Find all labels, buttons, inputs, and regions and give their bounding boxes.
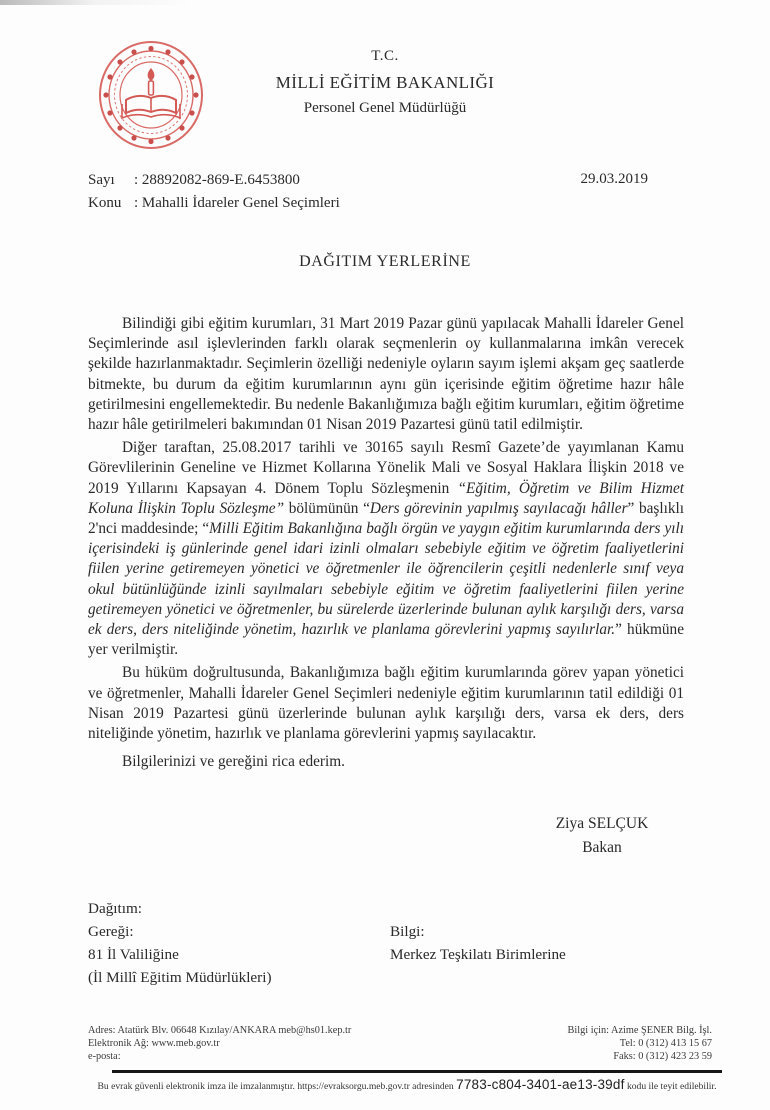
signer-name: Ziya SELÇUK: [555, 815, 649, 832]
footer-contact-column: [568, 1024, 712, 1063]
paragraph-3: Bu hüküm doğrultusunda, Bakanlığımıza bağlı eğitim kurumlarında görev yapan yönetici ve öğretmenler, Mahalli İdareler Genel Seçimleri nedeniyle eğitim kurumlarının tatil edildiği 01 Nisan 2019 Pazartesi günü üzerlerinde bulunan aylık karşılığı ders, varsa ek ders, ders niteliğinde yönetim, hazırlık ve planlama görevlerini yapmış sayılacaktır.: [88, 664, 684, 743]
footer-info-line: Bilgi için: Azime ŞENER Bilg. İşl.: [567, 1025, 712, 1036]
footer-address-column: [88, 1024, 351, 1063]
signature-block: [492, 812, 712, 860]
footer-fax-line: Faks: 0 (312) 423 23 59: [613, 1051, 712, 1062]
sayi-row: [88, 169, 340, 192]
bilgi-label: Bilgi:: [390, 923, 425, 940]
letterhead: [0, 46, 770, 120]
verification-line: [80, 1077, 734, 1092]
distribution-heading: Dağıtım:: [88, 900, 142, 917]
footer-web-line: Elektronik Ağ: www.meb.gov.tr: [88, 1038, 220, 1049]
closing-line: Bilgilerinizi ve gereğini rica ederim.: [122, 753, 345, 771]
sayi-value: : 28892082-869-E.6453800: [134, 172, 300, 188]
signer-title: Bakan: [582, 839, 622, 856]
distribution-bilgi-column: [390, 920, 566, 989]
footer-divider: [112, 1070, 722, 1073]
document-meta: [88, 169, 340, 215]
paragraph-1: Bilindiği gibi eğitim kurumları, 31 Mart 2019 Pazar günü yapılacak Mahalli İdareler Genel Seçimlerinde asıl işlevlerinden farklı olarak seçmenlerin oy kullanmalarına imkân verecek şekilde hazırlanmaktadır. Seçimlerin özelliği nedeniyle oyların sayım işlemi akşam geç saatlerde bitmekte, bu durum da eğitim kurumlarının aynı gün içerisinde eğitim öğretime hazır hâle getirilmesini engellemektedir. Bu nedenle Bakanlığımıza bağlı eğitim kurumları, eğitim öğretime hazır hâle getirilmeleri bakımından 01 Nisan 2019 Pazartesi günü tatil edilmiştir.: [88, 315, 684, 434]
bilgi-line: Merkez Teşkilatı Birimlerine: [390, 946, 566, 963]
verification-code: 7783-c804-3401-ae13-39df: [456, 1077, 625, 1092]
distribution-geregi-column: [88, 920, 390, 989]
document-date: 29.03.2019: [580, 171, 648, 187]
sayi-label: Sayı: [88, 172, 115, 188]
letter-body: [88, 314, 684, 775]
verification-suffix: kodu ile teyit edilebilir.: [624, 1081, 717, 1092]
scan-artifact: [0, 0, 190, 5]
geregi-line: 81 İl Valiliğine: [88, 946, 179, 963]
geregi-label: Gereği:: [88, 923, 134, 940]
footer-email-line: e-posta:: [88, 1051, 121, 1062]
page-title: DAĞITIM YERLERİNE: [299, 253, 471, 270]
distribution-block: [88, 897, 566, 989]
geregi-line: (İl Millî Eğitim Müdürlükleri): [88, 969, 272, 986]
letterhead-department: Personel Genel Müdürlüğü: [303, 100, 467, 117]
konu-label: Konu: [88, 195, 122, 211]
paragraph-2: Diğer taraftan, 25.08.2017 tarihli ve 30165 sayılı Resmî Gazete’de yayımlanan Kamu Görevlilerinin Geneline ve Hizmet Kollarına Yönelik Mali ve Sosyal Haklara İlişkin 2018 ve 2019 Yıllarını Kapsayan 4. Dönem Toplu Sözleşmenin “Eğitim, Öğretim ve Bilim Hizmet Koluna İlişkin Toplu Sözleşme” bölümünün “Ders görevinin yapılmış sayılacağı hâller” başlıklı 2'nci maddesinde; “Milli Eğitim Bakanlığına bağlı örgün ve yaygın eğitim kurumlarında ders yılı içerisindeki iş günlerinde genel idari izinli olmaları sebebiyle eğitim ve öğretim faaliyetlerini fiilen yerine getiremeyen yönetici ve öğretmenler ile öğrencilerin çeşitli nedenlerle sınıf veya okul bütünlüğünde izinli sayılmaları sebebiyle eğitim ve öğretim faaliyetlerini fiilen yerine getiremeyen yönetici ve öğretmenler, bu sürelerde üzerlerinde bulunan aylık karşılığı ders, varsa ek ders, ders niteliğinde yönetim, hazırlık ve planlama görevlerini yapmış sayılırlar.” hükmüne yer verilmiştir.: [88, 439, 685, 659]
verification-prefix: Bu evrak güvenli elektronik imza ile imzalanmıştır. https://evraksorgu.meb.gov.tr adresinden: [97, 1081, 457, 1092]
footer-tel-line: Tel: 0 (312) 413 15 67: [619, 1038, 712, 1049]
letterhead-country: T.C.: [371, 48, 399, 64]
letterhead-ministry: MİLLİ EĞİTİM BAKANLIĞI: [275, 72, 495, 92]
konu-value: : Mahalli İdareler Genel Seçimleri: [134, 195, 340, 211]
distribution-columns: [88, 920, 566, 989]
konu-row: [88, 192, 340, 215]
footer-address-line: Adres: Atatürk Blv. 06648 Kızılay/ANKARA meb@hs01.kep.tr: [88, 1025, 352, 1036]
footer-contact: [88, 1024, 712, 1063]
